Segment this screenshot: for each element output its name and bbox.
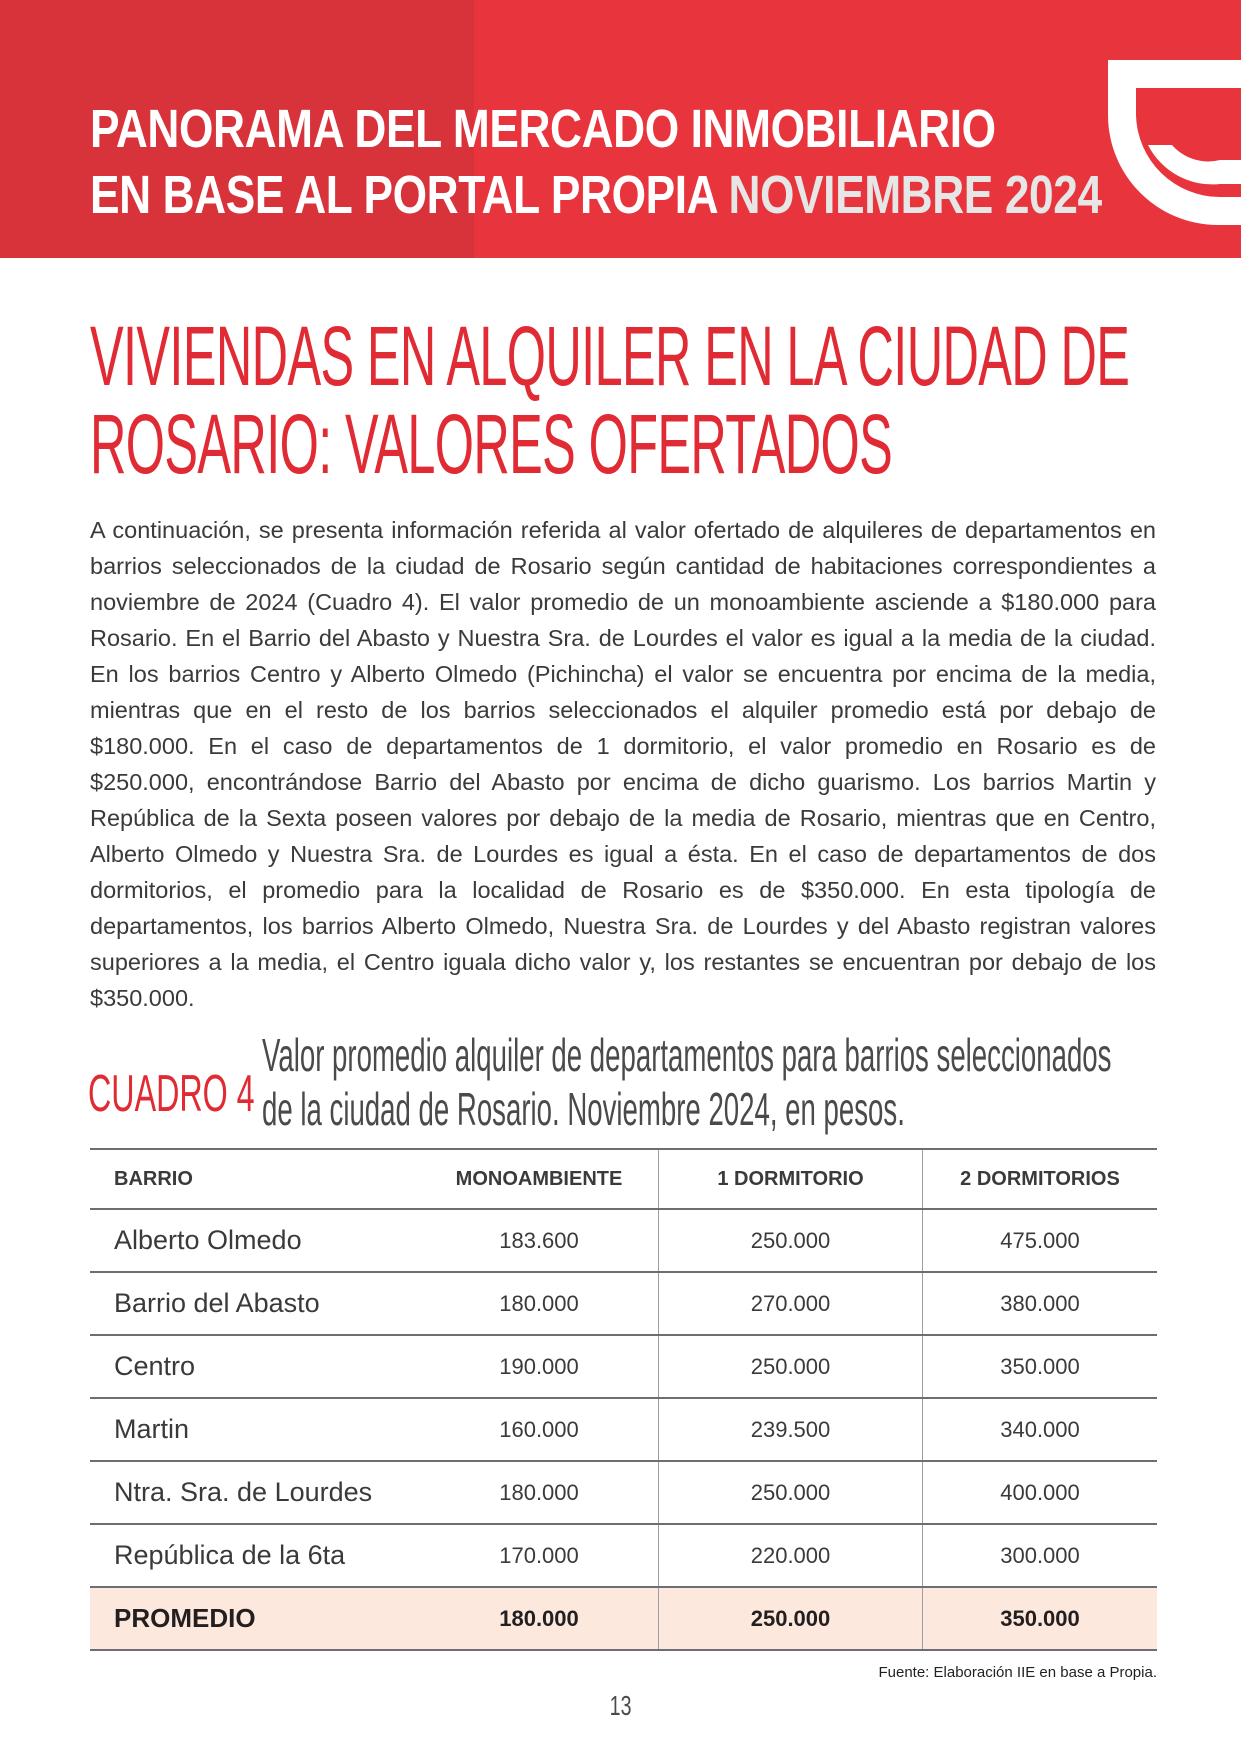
cell-average-label: PROMEDIO (90, 1587, 420, 1650)
table-source-note: Fuente: Elaboración IIE en base a Propia. (878, 1664, 1157, 1681)
cell-2-dormitorios: 380.000 (923, 1272, 1158, 1335)
cell-barrio: Ntra. Sra. de Lourdes (90, 1461, 420, 1524)
cell-barrio: Martin (90, 1398, 420, 1461)
cell-2-dormitorios: 300.000 (923, 1524, 1158, 1587)
section-heading (90, 309, 1130, 491)
cell-monoambiente: 190.000 (420, 1335, 659, 1398)
table-row (90, 1398, 1157, 1461)
cell-barrio: Alberto Olmedo (90, 1209, 420, 1272)
page-number (0, 1690, 1241, 1722)
cell-monoambiente: 160.000 (420, 1398, 659, 1461)
title-date: NOVIEMBRE 2024 (728, 165, 1102, 225)
cell-average-1-dormitorio: 250.000 (659, 1587, 923, 1650)
cell-monoambiente: 170.000 (420, 1524, 659, 1587)
cell-1-dormitorio: 220.000 (659, 1524, 923, 1587)
cell-barrio: Centro (90, 1335, 420, 1398)
table-average-row (90, 1587, 1157, 1650)
cell-monoambiente: 183.600 (420, 1209, 659, 1272)
header-banner (0, 0, 1241, 258)
cell-monoambiente: 180.000 (420, 1461, 659, 1524)
section-body-text: A continuación, se presenta información referida al valor ofertado de alquileres de departamentos en barrios seleccionados de la ciudad de Rosario según cantidad de habitaciones correspondientes a noviembre de 2024 (Cuadro 4). El valor promedio de un monoambiente asciende a $180.000 para Rosario. En el Barrio del Abasto y Nuestra Sra. de Lourdes el valor es igual a la media de la ciudad. En los barrios Centro y Alberto Olmedo (Pichincha) el valor se encuentra por encima de la media, mientras que en el resto de los barrios seleccionados el alquiler promedio está por debajo de $180.000. En el caso de departamentos de 1 dormitorio, el valor promedio en Rosario es de $250.000, encontrándose Barrio del Abasto por encima de dicho guarismo. Los barrios Martin y República de la Sexta poseen valores por debajo de la media de Rosario, mientras que en Centro, Alberto Olmedo y Nuestra Sra. de Lourdes es igual a ésta. En el caso de departamentos de dos dormitorios, el promedio para la localidad de Rosario es de $350.000. En esta tipología de departamentos, los barrios Alberto Olmedo, Nuestra Sra. de Lourdes y del Abasto registran valores superiores a la media, el Centro iguala dicho valor y, los restantes se encuentran por debajo de los $350.000. (90, 517, 1156, 1011)
title-line-2: EN BASE AL PORTAL PROPIA (90, 165, 729, 225)
column-header-2-dormitorios: 2 DORMITORIOS (923, 1149, 1158, 1209)
cell-barrio: Barrio del Abasto (90, 1272, 420, 1335)
table-row (90, 1272, 1157, 1335)
table-label: CUADRO 4 (88, 1065, 255, 1123)
column-header-barrio: BARRIO (90, 1149, 420, 1209)
cell-1-dormitorio: 239.500 (659, 1398, 923, 1461)
table-title-line-1: Valor promedio alquiler de departamentos para barrios seleccionados (262, 1029, 1112, 1081)
table-row (90, 1524, 1157, 1587)
column-header-monoambiente: MONOAMBIENTE (420, 1149, 659, 1209)
cell-monoambiente: 180.000 (420, 1272, 659, 1335)
cell-2-dormitorios: 350.000 (923, 1335, 1158, 1398)
cell-2-dormitorios: 340.000 (923, 1398, 1158, 1461)
cell-average-2-dormitorios: 350.000 (923, 1587, 1158, 1650)
cell-1-dormitorio: 250.000 (659, 1209, 923, 1272)
table-row (90, 1461, 1157, 1524)
table-title-line-2: de la ciudad de Rosario. Noviembre 2024, en pesos. (262, 1083, 905, 1135)
cell-1-dormitorio: 270.000 (659, 1272, 923, 1335)
rent-values-table (90, 1148, 1157, 1651)
section-heading-line-1: VIVIENDAS EN ALQUILER EN LA CIUDAD DE (90, 309, 1130, 403)
brand-logo-icon (1090, 20, 1241, 240)
table-header-row (90, 1149, 1157, 1209)
report-title (90, 96, 1102, 228)
cell-barrio: República de la 6ta (90, 1524, 420, 1587)
cell-1-dormitorio: 250.000 (659, 1335, 923, 1398)
cell-2-dormitorios: 400.000 (923, 1461, 1158, 1524)
title-line-1: PANORAMA DEL MERCADO INMOBILIARIO (90, 99, 996, 159)
cell-2-dormitorios: 475.000 (923, 1209, 1158, 1272)
table-row (90, 1335, 1157, 1398)
table-title (262, 1028, 1111, 1136)
table-row (90, 1209, 1157, 1272)
cell-1-dormitorio: 250.000 (659, 1461, 923, 1524)
page-number-value: 13 (609, 1690, 632, 1721)
column-header-1-dormitorio: 1 DORMITORIO (659, 1149, 923, 1209)
cell-average-monoambiente: 180.000 (420, 1587, 659, 1650)
section-heading-line-2: ROSARIO: VALORES OFERTADOS (90, 397, 893, 491)
